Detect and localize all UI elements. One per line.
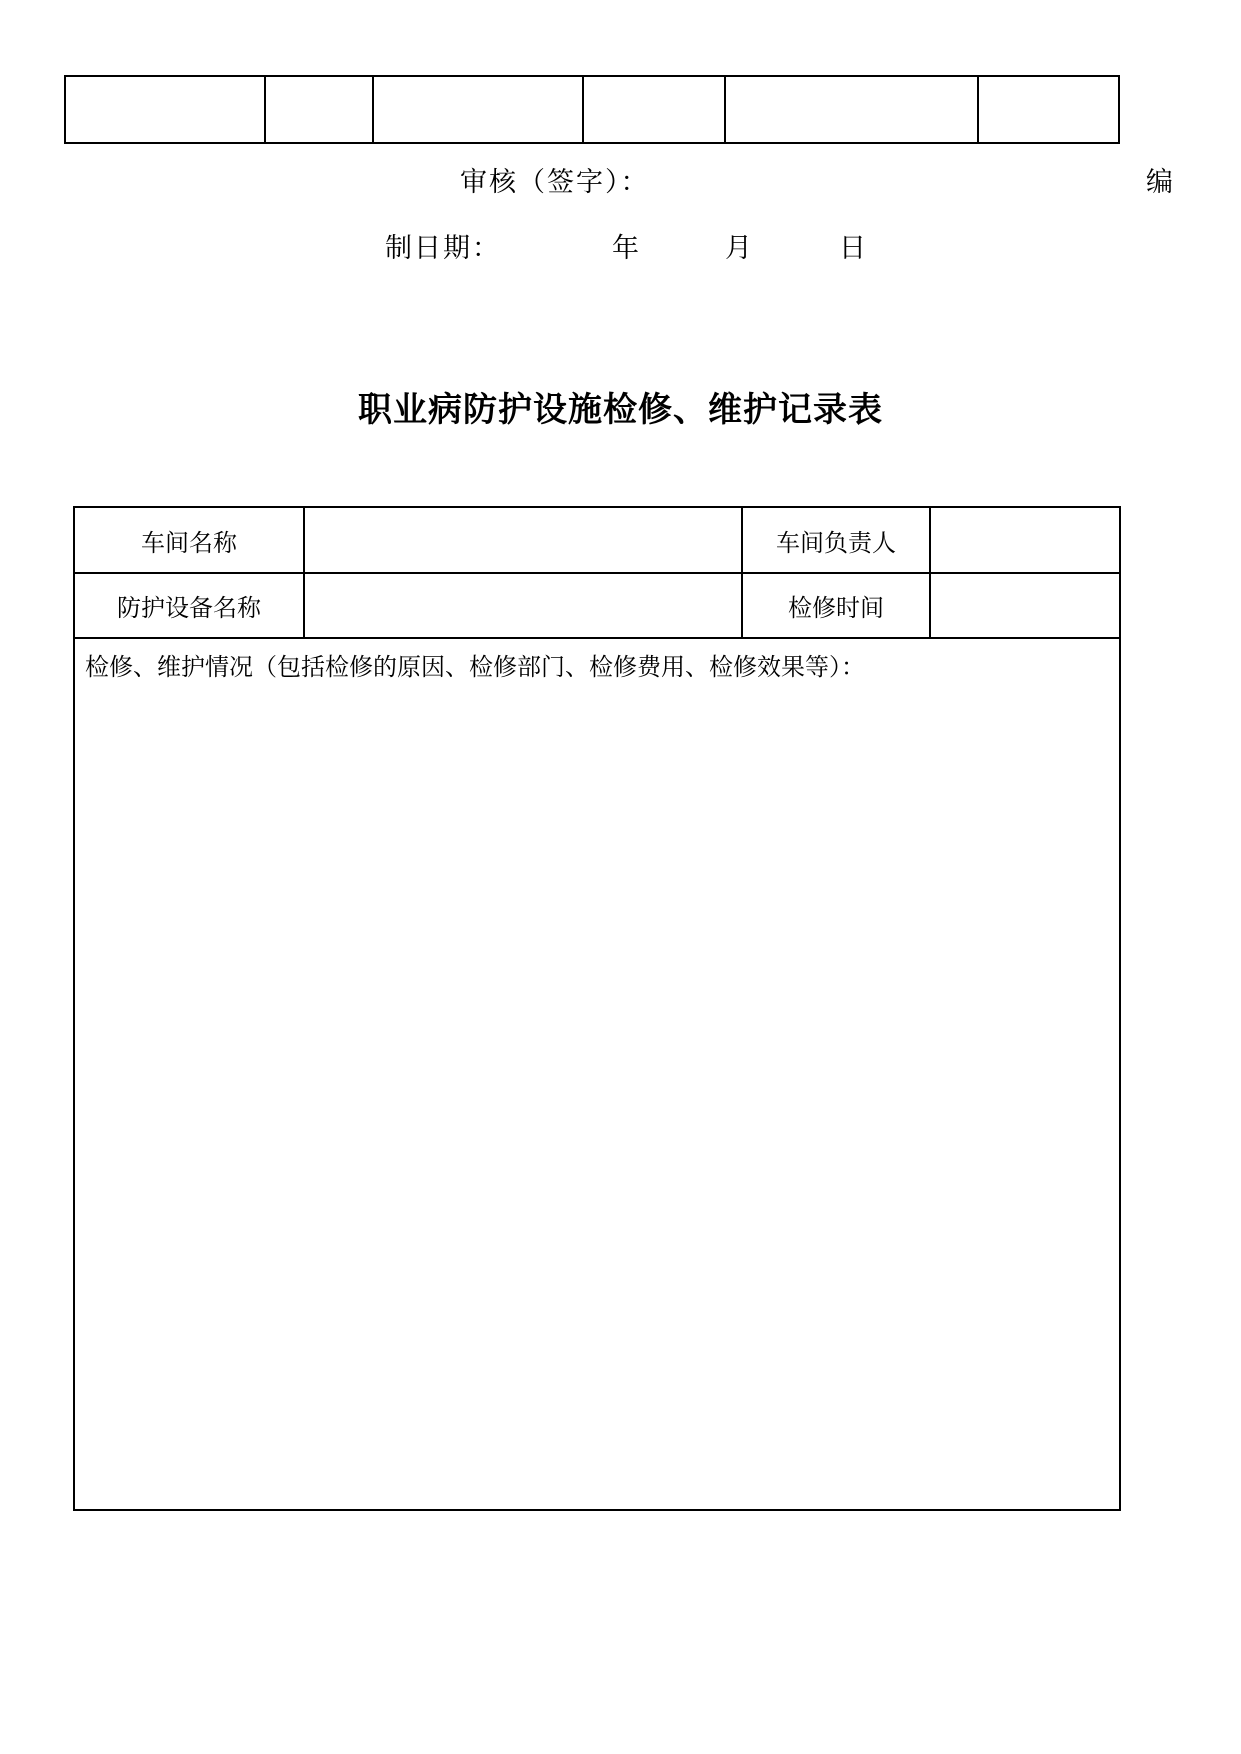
workshop-manager-field[interactable]: [930, 507, 1120, 573]
maintenance-record-table: [73, 506, 1121, 1511]
equipment-name-field[interactable]: [304, 573, 742, 638]
table-row: [74, 638, 1120, 1510]
page-title: 职业病防护设施检修、维护记录表: [358, 390, 883, 430]
date-month-label: 月: [725, 233, 754, 264]
equipment-name-label: 防护设备名称: [74, 573, 304, 638]
maintenance-time-label: 检修时间: [742, 573, 930, 638]
maintenance-details-label: 检修、维护情况（包括检修的原因、检修部门、检修费用、检修效果等）：: [85, 653, 865, 681]
approval-signature-label: 审核（签字）：: [460, 167, 650, 198]
previous-page-table-fragment: [64, 75, 1120, 144]
table-row: [65, 76, 1119, 143]
table-cell: [65, 76, 265, 143]
workshop-name-label: 车间名称: [74, 507, 304, 573]
table-cell: [265, 76, 373, 143]
table-cell: [725, 76, 978, 143]
maintenance-time-field[interactable]: [930, 573, 1120, 638]
table-cell: [583, 76, 725, 143]
table-cell: [373, 76, 583, 143]
table-row: [74, 573, 1120, 638]
workshop-manager-label: 车间负责人: [742, 507, 930, 573]
compile-date-label: 制日期：: [385, 233, 501, 264]
table-row: [74, 507, 1120, 573]
date-day-label: 日: [839, 233, 868, 264]
table-cell: [978, 76, 1119, 143]
compiler-label-fragment: 编: [1146, 167, 1175, 198]
date-year-label: 年: [612, 233, 641, 264]
workshop-name-field[interactable]: [304, 507, 742, 573]
maintenance-details-field[interactable]: [74, 638, 1120, 1510]
